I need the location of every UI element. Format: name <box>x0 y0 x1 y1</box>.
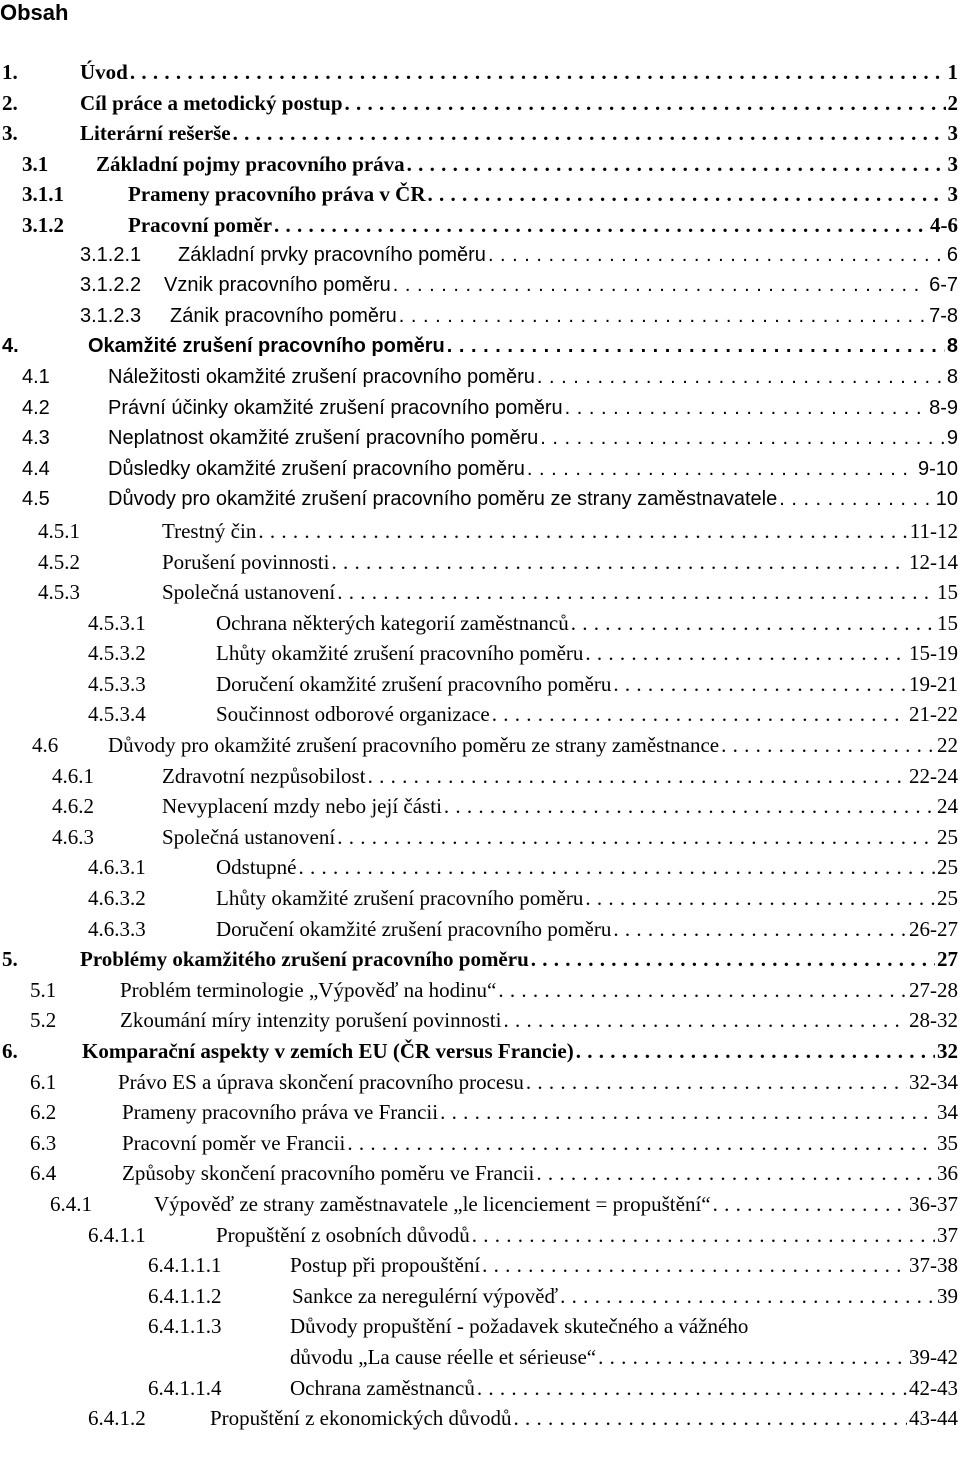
toc-number: 4.3 <box>22 427 50 450</box>
toc-page: 43-44 <box>909 1406 958 1431</box>
toc-page: 28-32 <box>909 1008 958 1033</box>
toc-row-4-5-3-1[interactable] <box>0 609 958 640</box>
toc-number: 6.4.1.1.1 <box>148 1253 222 1278</box>
toc-page: 42-43 <box>909 1375 958 1400</box>
dot-leader <box>482 1253 907 1278</box>
toc-page: 15 <box>937 580 958 605</box>
toc-number: 4.6.3.1 <box>88 855 146 880</box>
toc-row-6-2[interactable] <box>0 1098 958 1129</box>
toc-page: 19-21 <box>909 671 958 696</box>
toc-row-3-1-2-1[interactable] <box>0 242 958 273</box>
toc-row-4-5-3-2[interactable] <box>0 639 958 670</box>
toc-page: 34 <box>937 1100 958 1125</box>
dot-leader <box>613 672 907 697</box>
dot-leader <box>428 182 946 207</box>
toc-row-5-1[interactable] <box>0 976 958 1007</box>
toc-label: Literární rešerše <box>80 121 231 146</box>
dot-leader <box>331 550 907 575</box>
toc-label-continued: důvodu „La cause réelle et sérieuse“ <box>290 1344 597 1369</box>
toc-number: 4.4 <box>22 457 50 480</box>
toc-row-4-1[interactable] <box>0 364 958 395</box>
dot-leader <box>337 825 935 850</box>
toc-page: 9-10 <box>917 457 958 480</box>
toc-row-4-5-3-4[interactable] <box>0 700 958 731</box>
dot-leader <box>337 580 935 605</box>
toc-page: 24 <box>937 794 958 819</box>
toc-page: 6 <box>946 243 958 266</box>
toc-page: 6-7 <box>929 274 958 297</box>
toc-number: 4.5.3.3 <box>88 671 146 696</box>
toc-label: Lhůty okamžité zrušení pracovního poměru <box>216 641 584 666</box>
toc-label: Důsledky okamžité zrušení pracovního poměru <box>108 457 525 480</box>
dot-leader <box>368 764 907 789</box>
toc-label: Společná ustanovení <box>162 580 336 605</box>
dot-leader <box>488 244 945 267</box>
toc-label: Odstupné <box>216 855 297 880</box>
toc-page: 4-6 <box>930 212 958 237</box>
toc-row-4-5[interactable] <box>0 486 958 517</box>
toc-number: 6. <box>2 1039 18 1063</box>
toc-page: 1 <box>947 60 958 84</box>
toc-row-6-4-1-1-1[interactable] <box>0 1251 958 1282</box>
dot-leader <box>576 1039 935 1064</box>
dot-leader <box>407 152 946 177</box>
toc-number: 3. <box>2 121 18 146</box>
dot-leader <box>721 733 935 758</box>
toc-label: Zánik pracovního poměru <box>170 304 397 327</box>
toc-label: Výpověď ze strany zaměstnavatele „le licenciement = propuštění“ <box>154 1191 711 1216</box>
toc-label: Propuštění z ekonomických důvodů <box>210 1406 512 1431</box>
toc-row-4-4[interactable] <box>0 456 958 487</box>
toc-page: 15 <box>937 610 958 635</box>
toc-label: Prameny pracovního práva ve Francii <box>122 1100 439 1125</box>
toc-page: 8-9 <box>929 396 958 419</box>
toc-page: 25 <box>937 855 958 880</box>
toc-row-6-4-1-1-4[interactable] <box>0 1374 958 1405</box>
toc-row-6-4-1-1-3-continued[interactable] <box>0 1343 958 1374</box>
dot-leader <box>233 121 946 146</box>
toc-label: Ochrana některých kategorií zaměstnanců <box>216 610 569 635</box>
toc-label: Sankce za neregulérní výpověď <box>292 1283 559 1308</box>
toc-page: 21-22 <box>909 702 958 727</box>
toc-row-3-1[interactable] <box>0 150 958 181</box>
toc-row-4-6-2[interactable] <box>0 792 958 823</box>
toc-number: 3.1.2.2 <box>80 274 142 297</box>
toc-label: Trestný čin <box>162 518 257 543</box>
toc-page: 32-34 <box>909 1069 958 1094</box>
toc-number: 6.2 <box>30 1100 57 1125</box>
toc-page: 39 <box>937 1283 958 1308</box>
toc-page: 27 <box>937 947 958 972</box>
toc-row-6-1[interactable] <box>0 1068 958 1099</box>
toc-number: 5.1 <box>30 977 57 1002</box>
dot-leader <box>571 611 935 636</box>
dot-leader <box>299 855 936 880</box>
toc-row-4-6-3[interactable] <box>0 823 958 854</box>
toc-number: 4.5.3.1 <box>88 610 146 635</box>
toc-number: 4.6.2 <box>52 794 94 819</box>
toc-row-2[interactable] <box>0 89 958 120</box>
toc-number: 3.1.2.1 <box>80 243 142 266</box>
dot-leader <box>598 1345 907 1370</box>
toc-row-3-1-1[interactable] <box>0 180 958 211</box>
toc-number: 4.6.3.2 <box>88 886 146 911</box>
toc-label: Zkoumání míry intenzity porušení povinnosti <box>120 1008 502 1033</box>
dot-leader <box>565 397 927 420</box>
toc-row-4-3[interactable] <box>0 425 958 456</box>
toc-row-6-4-1[interactable] <box>0 1190 958 1221</box>
toc-label: Porušení povinnosti <box>162 549 330 574</box>
toc-label: Právní účinky okamžité zrušení pracovního poměru <box>108 396 563 419</box>
toc-row-3[interactable] <box>0 119 958 150</box>
toc-label: Zdravotní nezpůsobilost <box>162 763 366 788</box>
dot-leader <box>345 91 946 116</box>
dot-leader <box>440 1100 935 1125</box>
toc-label: Lhůty okamžité zrušení pracovního poměru <box>216 886 584 911</box>
table-of-contents <box>0 58 958 1435</box>
toc-label: Společná ustanovení <box>162 824 336 849</box>
toc-number: 1. <box>2 60 18 84</box>
toc-row-4-6-3-2[interactable] <box>0 884 958 915</box>
toc-label: Součinnost odborové organizace <box>216 702 490 727</box>
toc-label: Prameny pracovního práva v ČR <box>128 182 426 207</box>
toc-label: Pracovní poměr <box>128 212 273 237</box>
toc-number: 4. <box>2 335 19 358</box>
dot-leader <box>527 458 916 481</box>
toc-label: Náležitosti okamžité zrušení pracovního poměru <box>108 365 535 388</box>
toc-number: 4.5.1 <box>38 518 80 543</box>
dot-leader <box>613 917 907 942</box>
toc-number: 5.2 <box>30 1008 57 1033</box>
toc-number: 4.5.3 <box>38 580 80 605</box>
dot-leader <box>514 1406 907 1431</box>
toc-page: 3 <box>947 121 958 146</box>
dot-leader <box>531 947 935 972</box>
toc-row-6-4[interactable] <box>0 1159 958 1190</box>
toc-number: 6.4.1.1.2 <box>148 1283 222 1308</box>
dot-leader <box>393 274 927 297</box>
toc-page: 22 <box>937 733 958 758</box>
toc-number: 6.4.1.1.3 <box>148 1314 222 1339</box>
toc-row-6-4-1-1-3[interactable] <box>0 1312 958 1343</box>
dot-leader <box>713 1192 907 1217</box>
toc-page: 26-27 <box>909 916 958 941</box>
toc-page: 35 <box>937 1130 958 1155</box>
toc-row-4[interactable] <box>0 333 958 364</box>
toc-label: Propuštění z osobních důvodů <box>216 1222 470 1247</box>
toc-page: 3 <box>947 151 958 176</box>
toc-label: Problém terminologie „Výpověď na hodinu“ <box>120 977 497 1002</box>
toc-page: 39-42 <box>909 1344 958 1369</box>
toc-row-5-2[interactable] <box>0 1006 958 1037</box>
toc-page: 7-8 <box>929 304 958 327</box>
dot-leader <box>274 213 928 238</box>
toc-row-3-1-2-2[interactable] <box>0 272 958 303</box>
toc-number: 2. <box>2 90 18 115</box>
toc-number: 4.5.3.2 <box>88 641 146 666</box>
toc-number: 6.4.1 <box>50 1191 92 1216</box>
toc-label: Okamžité zrušení pracovního poměru <box>88 335 445 358</box>
toc-label: Základní pojmy pracovního práva <box>96 151 405 176</box>
toc-label: Důvody pro okamžité zrušení pracovního poměru ze strany zaměstnavatele <box>108 488 778 511</box>
dot-leader <box>560 1284 935 1309</box>
dot-leader <box>498 978 907 1003</box>
toc-row-6-4-1-2[interactable] <box>0 1404 958 1435</box>
toc-number: 4.5.3.4 <box>88 702 146 727</box>
toc-number: 4.6.3.3 <box>88 916 146 941</box>
dot-leader <box>444 794 935 819</box>
toc-number: 4.6.1 <box>52 763 94 788</box>
toc-number: 4.1 <box>22 365 50 388</box>
toc-page: 32 <box>937 1039 958 1063</box>
toc-page: 22-24 <box>909 763 958 788</box>
dot-leader <box>258 519 907 544</box>
toc-label: Komparační aspekty v zemích EU (ČR versus Francie) <box>82 1039 574 1063</box>
toc-number: 3.1.2 <box>22 212 64 237</box>
toc-row-6-4-1-1[interactable] <box>0 1221 958 1252</box>
dot-leader <box>477 1376 907 1401</box>
page-title: Obsah <box>0 0 69 25</box>
toc-page: 25 <box>937 824 958 849</box>
toc-row-4-6-1[interactable] <box>0 762 958 793</box>
toc-label: Cíl práce a metodický postup <box>80 90 343 115</box>
dot-leader <box>536 1161 935 1186</box>
toc-label: Právo ES a úprava skončení pracovního procesu <box>118 1069 524 1094</box>
toc-row-4-6[interactable] <box>0 731 958 762</box>
toc-row-4-5-1[interactable] <box>0 517 958 548</box>
toc-page: 12-14 <box>909 549 958 574</box>
toc-row-4-2[interactable] <box>0 395 958 426</box>
toc-number: 6.4.1.1 <box>88 1222 146 1247</box>
toc-row-3-1-2[interactable] <box>0 211 958 242</box>
toc-label: Pracovní poměr ve Francii <box>122 1130 346 1155</box>
toc-row-4-5-3-3[interactable] <box>0 670 958 701</box>
toc-label: Vznik pracovního poměru <box>164 274 391 297</box>
dot-leader <box>537 366 945 389</box>
toc-row-6-3[interactable] <box>0 1129 958 1160</box>
toc-page: 8 <box>946 365 958 388</box>
toc-page: 2 <box>947 90 958 115</box>
toc-page: 25 <box>937 886 958 911</box>
dot-leader <box>472 1223 935 1248</box>
toc-number: 4.5.2 <box>38 549 80 574</box>
toc-row-4-5-2[interactable] <box>0 548 958 579</box>
toc-label: Způsoby skončení pracovního poměru ve Francii <box>122 1161 535 1186</box>
toc-label: Neplatnost okamžité zrušení pracovního poměru <box>108 427 539 450</box>
toc-page: 37-38 <box>909 1253 958 1278</box>
toc-page: 11-12 <box>909 518 958 543</box>
toc-page: 10 <box>935 488 958 511</box>
dot-leader <box>447 335 945 358</box>
dot-leader <box>585 641 907 666</box>
toc-number: 6.4.1.2 <box>88 1406 146 1431</box>
toc-page: 37 <box>937 1222 958 1247</box>
toc-label: Nevyplacení mzdy nebo její části <box>162 794 442 819</box>
toc-number: 4.5 <box>22 488 50 511</box>
toc-page: 3 <box>947 182 958 207</box>
toc-page: 9 <box>946 427 958 450</box>
dot-leader <box>779 488 934 511</box>
toc-number: 6.4 <box>30 1161 57 1186</box>
toc-row-1[interactable] <box>0 58 958 89</box>
toc-number: 5. <box>2 947 18 972</box>
toc-number: 4.6.3 <box>52 824 94 849</box>
dot-leader <box>526 1070 907 1095</box>
toc-number: 6.1 <box>30 1069 57 1094</box>
toc-label: Problémy okamžitého zrušení pracovního poměru <box>80 947 529 972</box>
toc-number: 4.2 <box>22 396 50 419</box>
toc-page: 36 <box>937 1161 958 1186</box>
dot-leader <box>130 60 946 85</box>
toc-page: 15-19 <box>909 641 958 666</box>
toc-number: 4.6 <box>32 733 59 758</box>
toc-row-4-6-3-1[interactable] <box>0 853 958 884</box>
toc-row-4-5-3[interactable] <box>0 578 958 609</box>
toc-label: Doručení okamžité zrušení pracovního poměru <box>216 916 612 941</box>
toc-number: 6.4.1.1.4 <box>148 1375 222 1400</box>
toc-number: 6.3 <box>30 1130 57 1155</box>
toc-page: 8 <box>946 335 958 358</box>
toc-label: Důvody pro okamžité zrušení pracovního poměru ze strany zaměstnance <box>108 733 720 758</box>
toc-label: Úvod <box>80 60 128 84</box>
dot-leader <box>492 702 907 727</box>
toc-number: 3.1 <box>22 151 49 176</box>
toc-label: Doručení okamžité zrušení pracovního poměru <box>216 671 612 696</box>
dot-leader <box>503 1008 907 1033</box>
dot-leader <box>585 886 935 911</box>
dot-leader <box>347 1131 935 1156</box>
toc-number: 3.1.1 <box>22 182 64 207</box>
toc-label: Důvody propuštění - požadavek skutečného a vážného <box>290 1314 749 1339</box>
toc-page: 27-28 <box>909 977 958 1002</box>
toc-row-4-6-3-3[interactable] <box>0 915 958 946</box>
dot-leader <box>540 427 945 450</box>
dot-leader <box>399 305 927 328</box>
toc-row-3-1-2-3[interactable] <box>0 303 958 334</box>
toc-label: Základní prvky pracovního poměru <box>178 243 486 266</box>
toc-page: 36-37 <box>909 1191 958 1216</box>
toc-label: Ochrana zaměstnanců <box>290 1375 475 1400</box>
toc-row-5[interactable] <box>0 945 958 976</box>
toc-row-6-4-1-1-2[interactable] <box>0 1282 958 1313</box>
toc-row-6[interactable] <box>0 1037 958 1068</box>
toc-number: 3.1.2.3 <box>80 304 142 327</box>
toc-label: Postup při propouštění <box>290 1253 481 1278</box>
